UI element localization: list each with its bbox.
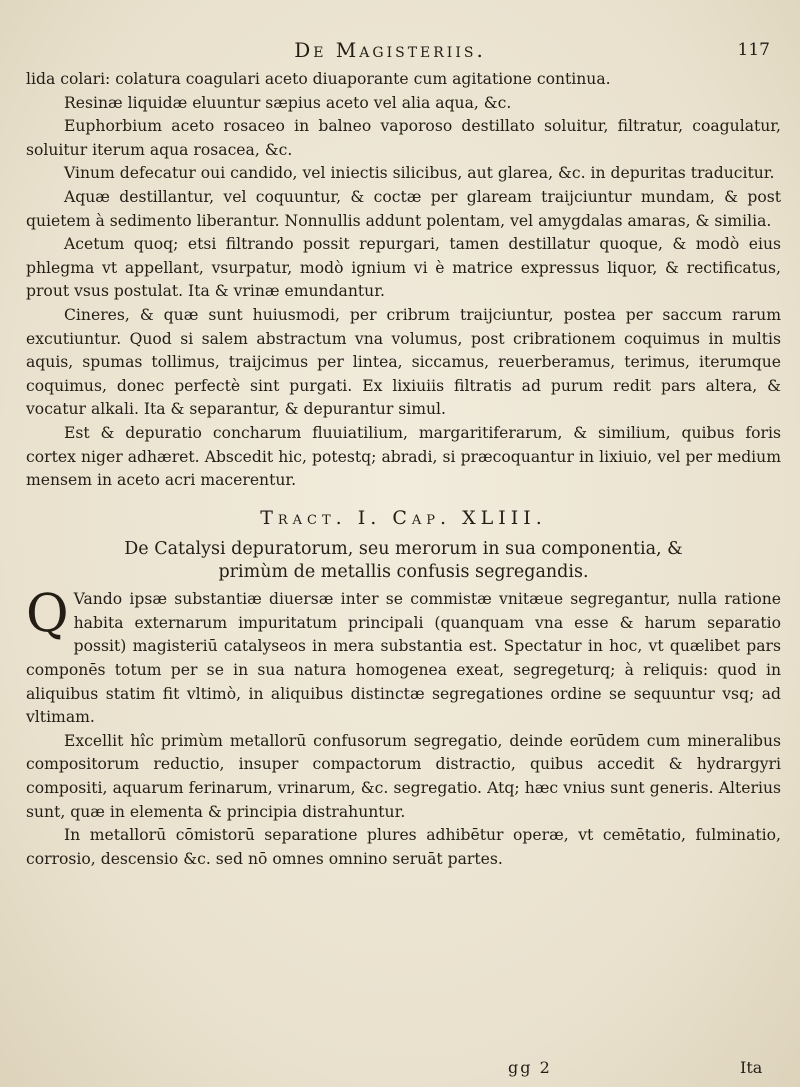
paragraph: Aquæ destillantur, vel coquuntur, & coctæ per glaream traijciuntur mundam, & post quietem à sedimento liberantur. Nonnullis addunt polentam, vel amygdalas amaras, & similia. [26, 187, 781, 230]
tract-heading: Tract. I. Cap. XLIII. [260, 506, 547, 529]
running-header [0, 38, 800, 68]
paragraph: Acetum quoq; etsi filtrando possit repurgari, tamen destillatur quoque, & modò eius phlegma vt appellant, vsurpatur, modò ignium vi è matrice expressus liquor, & rectificatus, prout vsus postulat. Ita & vrinæ emundantur. [26, 235, 781, 301]
paragraph: Euphorbium aceto rosaceo in balneo vaporoso destillato soluitur, filtratur, coagulatur, soluitur iterum aqua rosacea, &c. [26, 117, 781, 159]
paragraph: Vinum defecatur oui candido, vel iniectis silicibus, aut glarea, &c. in depuritas traducitur. [64, 164, 775, 183]
signature-mark: gg 2 [508, 1058, 552, 1077]
chapter-title [26, 538, 781, 584]
chapter-title-line: De Catalysi depuratorum, seu merorum in sua componentia, & [124, 539, 683, 560]
page-footer [0, 1058, 800, 1082]
paragraph: lida colari: colatura coagulari aceto diuaporante cum agitatione continua. [26, 70, 611, 88]
drop-cap: Q [26, 584, 69, 645]
paragraph-with-dropcap [26, 584, 781, 730]
paragraph: Resinæ liquidæ eluuntur sæpius aceto vel alia aqua, &c. [64, 93, 512, 112]
running-title: De Magisteriis. [294, 38, 486, 62]
paragraph: Est & depuratio concharum fluuiatilium, margaritiferarum, & similium, quibus foris cortex niger adhæret. Abscedit hic, potestq; abradi, si præcoquantur in lixiuio, vel per medium mensem in aceto acri macerentur. [26, 423, 781, 490]
catchword: Ita [740, 1058, 763, 1077]
paragraph: In metallorū cōmistorū separatione plures adhibētur operæ, vt cemētatio, fulminatio, corrosio, descensio &c. sed nō omnes omnino seruāt partes. [26, 826, 781, 868]
paragraph-text: Vando ipsæ substantiæ diuersæ inter se commistæ vnitæue segregantur, nulla ratione habita externarum impuritatum principali (quanquam vna esse & harum separatio possit) magisteriū catalyseos in mera substantia est. Spectatur in hoc, vt quælibet pars componēs totum per se in sua natura homogenea exeat, segregeturq; à reliquis: quod in aliquibus statim fit vltimò, in aliquibus distinctæ segregationes ordine se sequuntur vsq; ad vltimam. [26, 590, 781, 727]
page-number: 117 [737, 40, 770, 60]
chapter-title-line: primùm de metallis confusis segregandis. [218, 562, 589, 583]
paragraph: Excellit hîc primùm metallorū confusorum segregatio, deinde eorūdem cum mineralibus compositorum reductio, insuper compactorum distractio, quibus accedit & hydrargyri compositi, aquarum ferinarum, vrinarum, &c. segregatio. Atq; hæc vnius sunt generis. Alterius sunt, quæ in elementa & principia distrahuntur. [26, 731, 781, 821]
body-text [26, 68, 781, 871]
paragraph: Cineres, & quæ sunt huiusmodi, per cribrum traijciuntur, postea per saccum rarum excutiuntur. Quod si salem abstractum vna volumus, post cribrationem coquimus in multis aquis, spumas tollimus, traijcimus per lintea, siccamus, reuerberamus, terimus, iterumque coquimus, donec perfectè sint purgati. Ex lixiuiis filtratis ad purum redit pars altera, & vocatur alkali. Ita & separantur, & depurantur simul. [26, 305, 781, 419]
